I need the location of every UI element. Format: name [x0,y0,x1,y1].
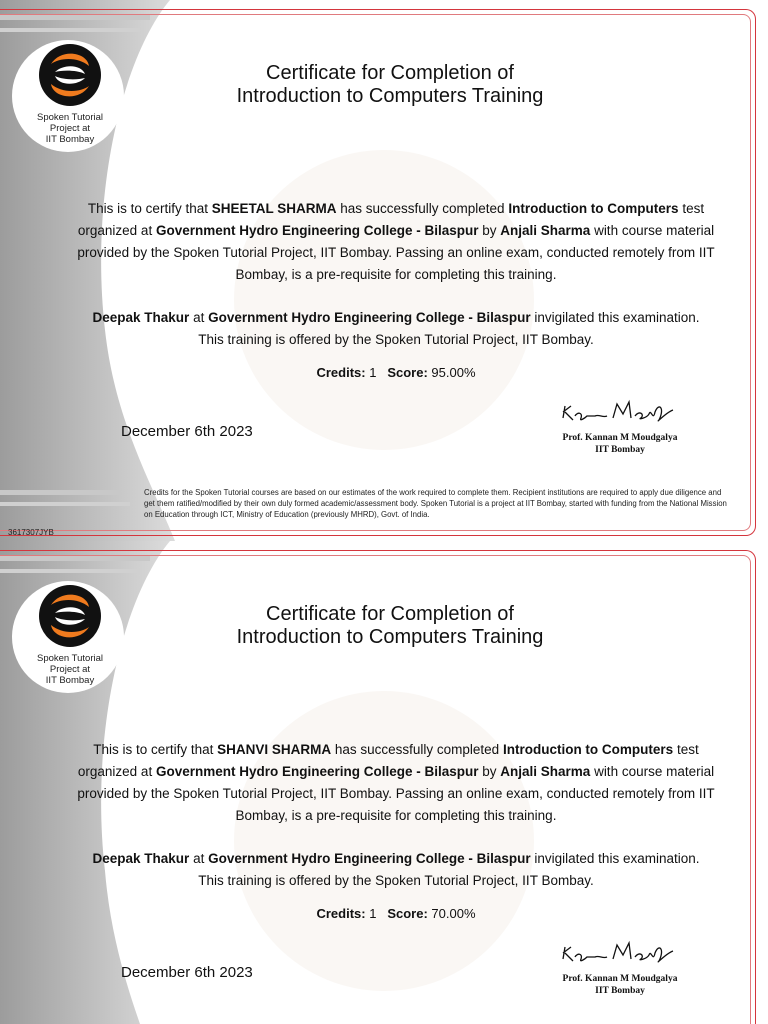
student-name: SHEETAL SHARMA [211,201,337,216]
score-value: 95.00% [431,365,476,380]
score-value: 70.00% [431,906,476,921]
certificate-body: This is to certify that SHEETAL SHARMA has successfully completed Introduction to Computers test organized at Government Hydro Engineering College - Bilaspur by Anjali Sharma with course material provided by the Spoken Tutorial Project, IIT Bombay. Passing an online exam, conducted remotely from IIT Bombay, is a pre-requisite for completing this training. [77,201,715,282]
logo-line3: IIT Bombay [45,134,95,145]
student-name: SHANVI SHARMA [217,742,332,757]
logo-icon [37,42,103,108]
credits-value: 1 [369,906,377,921]
signature-icon [555,396,685,426]
college-name: Government Hydro Engineering College - Bilaspur [155,223,479,238]
logo-line3: IIT Bombay [45,675,95,686]
invigilator-name: Deepak Thakur [92,310,190,325]
logo-line1: Spoken Tutorial [36,653,103,664]
logo-line2: Project at [49,123,91,134]
certificate-body: This is to certify that SHANVI SHARMA has successfully completed Introduction to Computers test organized at Government Hydro Engineering College - Bilaspur by Anjali Sharma with course material provided by the Spoken Tutorial Project, IIT Bombay. Passing an online exam, conducted remotely from IIT Bombay, is a pre-requisite for completing this training. [77,742,715,823]
spoken-tutorial-logo [20,42,120,145]
signatory-name: Prof. Kannan M Moudgalya [562,974,678,984]
certificate-date: December 6th 2023 [121,964,253,981]
logo-line1: Spoken Tutorial [36,112,103,123]
signature-icon [555,937,685,967]
credits-score: Credits: 1 Score: 95.00% [316,365,476,380]
certificate-date: December 6th 2023 [121,423,253,440]
logo-line2: Project at [49,664,91,675]
signature-block [540,396,700,455]
certificate-title: Certificate for Completion of Introduction to Computers Training [236,62,544,107]
invigilator-name: Deepak Thakur [92,851,190,866]
invigilation-text: Deepak Thakur at Government Hydro Engineering College - Bilaspur invigilated this examination. This training is offered by the Spoken Tutorial Project, IIT Bombay. [92,310,700,347]
coordinator-name: Anjali Sharma [500,764,591,779]
certificate-id: 3617307JYB [8,528,54,537]
course-name: Introduction to Computers [502,742,674,757]
credits-score: Credits: 1 Score: 70.00% [316,906,476,921]
fine-print: Credits for the Spoken Tutorial courses are based on our estimates of the work required to complete them. Recipient institutions are required to apply due diligence and get them ratified/modified by their own duly formed academic/assessment body. Spoken Tutorial is a project at IIT Bombay, started with funding from the National Mission on Education through ICT, Ministry of Education (previously MHRD), Govt. of India. [144,488,727,519]
signatory-org: IIT Bombay [595,986,645,996]
credits-value: 1 [369,365,377,380]
signature-block [540,937,700,996]
certificate-title: Certificate for Completion of Introduction to Computers Training [236,603,544,648]
college-name: Government Hydro Engineering College - Bilaspur [155,764,479,779]
spoken-tutorial-logo [20,583,120,686]
course-name: Introduction to Computers [508,201,679,216]
invigilation-text: Deepak Thakur at Government Hydro Engineering College - Bilaspur invigilated this examination. This training is offered by the Spoken Tutorial Project, IIT Bombay. [92,851,700,888]
signatory-name: Prof. Kannan M Moudgalya [562,433,678,443]
certificate-2 [0,541,768,1024]
coordinator-name: Anjali Sharma [500,223,591,238]
logo-icon [37,583,103,649]
signatory-org: IIT Bombay [595,445,645,455]
